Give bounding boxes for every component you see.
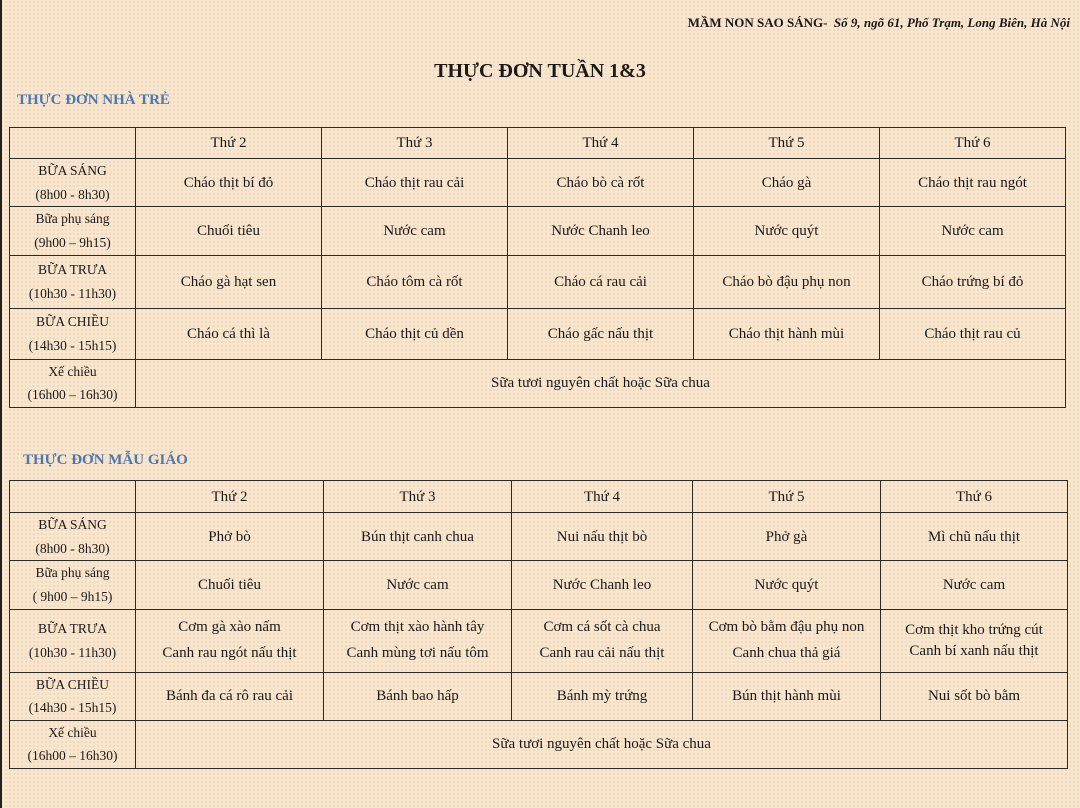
day-header: Thứ 2 — [136, 128, 322, 159]
day-header: Thứ 5 — [694, 128, 880, 159]
menu-cell — [881, 609, 1068, 672]
corner-cell — [10, 481, 136, 513]
meal-time: (16h00 – 16h30) — [27, 387, 118, 403]
menu-cell: Nước cam — [880, 207, 1066, 255]
meal-label — [10, 720, 136, 768]
day-header: Thứ 5 — [693, 481, 881, 513]
menu-cell: Nước quýt — [694, 207, 880, 255]
meal-name: BỮA CHIỀU — [35, 676, 110, 692]
menu-cell: Cháo cá rau cải — [508, 255, 694, 308]
menu-cell — [324, 609, 512, 672]
main-dish: Cơm gà xào nấm — [178, 619, 281, 635]
menu-cell — [136, 609, 324, 672]
menu-cell: Nước cam — [322, 207, 508, 255]
table-row — [10, 255, 1066, 308]
soup-dish: Canh mùng tơi nấu tôm — [346, 644, 489, 661]
menu-cell: Nước Chanh leo — [508, 207, 694, 255]
meal-label — [10, 255, 136, 308]
meal-name: BỮA CHIỀU — [35, 313, 110, 329]
menu-cell: Chuối tiêu — [136, 207, 322, 255]
table-row — [10, 672, 1068, 720]
kindergarten-section-label: THỰC ĐƠN MẪU GIÁO — [23, 452, 188, 468]
meal-label — [10, 672, 136, 720]
menu-cell: Cháo thịt rau cải — [322, 159, 508, 207]
table-row — [10, 308, 1066, 359]
menu-title: THỰC ĐƠN TUẦN 1&3 — [434, 60, 646, 82]
menu-cell: Nước Chanh leo — [512, 561, 693, 609]
meal-time: (8h00 - 8h30) — [35, 540, 110, 556]
meal-name: BỮA TRƯA — [37, 261, 108, 277]
soup-dish: Canh chua thả giá — [732, 644, 841, 661]
day-header: Thứ 3 — [324, 481, 512, 513]
day-header: Thứ 6 — [881, 481, 1068, 513]
table-row — [10, 720, 1068, 768]
menu-cell: Cháo gà hạt sen — [136, 255, 322, 308]
menu-cell: Bún thịt hành mùi — [693, 672, 881, 720]
meal-time: (14h30 - 15h15) — [28, 700, 117, 716]
main-dish: Cơm thịt xào hành tây — [350, 619, 485, 635]
menu-cell: Cháo cá thì là — [136, 308, 322, 359]
nursery-menu-table — [9, 127, 1066, 408]
menu-cell: Cháo thịt củ dền — [322, 308, 508, 359]
kindergarten-menu-table — [9, 480, 1068, 769]
table-row — [10, 207, 1066, 255]
menu-cell: Cháo thịt rau củ — [880, 308, 1066, 359]
menu-cell: Cháo bò đậu phụ non — [694, 255, 880, 308]
menu-cell: Bánh đa cá rô rau cải — [136, 672, 324, 720]
meal-label — [10, 561, 136, 609]
nursery-section-label: THỰC ĐƠN NHÀ TRẺ — [17, 92, 170, 108]
menu-cell: Cháo gấc nấu thịt — [508, 308, 694, 359]
menu-cell: Cháo gà — [694, 159, 880, 207]
meal-name: BỮA TRƯA — [37, 620, 108, 636]
menu-cell — [693, 609, 881, 672]
menu-cell: Nước cam — [881, 561, 1068, 609]
table-row — [10, 359, 1066, 407]
table-header-row — [10, 128, 1066, 159]
day-header: Thứ 4 — [512, 481, 693, 513]
meal-time: (16h00 – 16h30) — [27, 748, 118, 764]
meal-name: Xế chiều — [48, 363, 97, 379]
day-header: Thứ 6 — [880, 128, 1066, 159]
page-left-border — [0, 0, 2, 808]
menu-cell-merged: Sữa tươi nguyên chất hoặc Sữa chua — [136, 720, 1068, 768]
meal-label — [10, 159, 136, 207]
menu-cell: Nui nấu thịt bò — [512, 513, 693, 561]
menu-cell-merged: Sữa tươi nguyên chất hoặc Sữa chua — [136, 359, 1066, 407]
menu-cell: Nui sốt bò bằm — [881, 672, 1068, 720]
menu-cell: Mì chũ nấu thịt — [881, 513, 1068, 561]
menu-cell: Nước quýt — [693, 561, 881, 609]
meal-time: (8h00 - 8h30) — [35, 186, 110, 202]
meal-label — [10, 609, 136, 672]
corner-cell — [10, 128, 136, 159]
menu-cell — [512, 609, 693, 672]
school-address: Số 9, ngõ 61, Phố Trạm, Long Biên, Hà Nội — [833, 15, 1070, 30]
menu-cell: Bánh mỳ trứng — [512, 672, 693, 720]
meal-time: (14h30 - 15h15) — [28, 337, 117, 353]
soup-dish: Canh rau cải nấu thịt — [539, 644, 665, 661]
meal-name: Bữa phụ sáng — [35, 211, 110, 227]
table-row — [10, 159, 1066, 207]
menu-cell: Chuối tiêu — [136, 561, 324, 609]
main-dish: Cơm bò bằm đậu phụ non — [708, 619, 865, 635]
menu-cell: Phở bò — [136, 513, 324, 561]
meal-label — [10, 359, 136, 407]
day-header: Thứ 4 — [508, 128, 694, 159]
meal-name: Xế chiều — [48, 724, 97, 740]
meal-name: Bữa phụ sáng — [35, 565, 110, 581]
meal-time: (9h00 – 9h15) — [34, 234, 111, 250]
table-row — [10, 561, 1068, 609]
menu-cell: Cháo thịt hành mùi — [694, 308, 880, 359]
day-header: Thứ 3 — [322, 128, 508, 159]
meal-name: BỮA SÁNG — [38, 517, 107, 532]
meal-time: (10h30 - 11h30) — [28, 285, 117, 301]
soup-dish: Canh bí xanh nấu thịt — [909, 642, 1039, 659]
table-row — [10, 609, 1068, 672]
meal-label — [10, 207, 136, 255]
menu-cell: Cháo thịt bí đỏ — [136, 159, 322, 207]
meal-time: ( 9h00 – 9h15) — [32, 588, 113, 604]
table-row — [10, 513, 1068, 561]
meal-name: BỮA SÁNG — [38, 163, 107, 178]
main-dish: Cơm cá sốt cà chua — [543, 619, 661, 635]
table-header-row — [10, 481, 1068, 513]
meal-label — [10, 308, 136, 359]
menu-cell: Cháo trứng bí đỏ — [880, 255, 1066, 308]
menu-cell: Cháo bò cà rốt — [508, 159, 694, 207]
meal-time: (10h30 - 11h30) — [28, 644, 117, 660]
menu-cell: Cháo tôm cà rốt — [322, 255, 508, 308]
menu-cell: Nước cam — [324, 561, 512, 609]
school-name: MẦM NON SAO SÁNG- — [687, 15, 828, 30]
menu-cell: Bún thịt canh chua — [324, 513, 512, 561]
main-dish: Cơm thịt kho trứng cút — [905, 622, 1043, 639]
soup-dish: Canh rau ngót nấu thịt — [162, 644, 297, 661]
day-header: Thứ 2 — [136, 481, 324, 513]
school-header — [688, 15, 1070, 31]
menu-cell: Bánh bao hấp — [324, 672, 512, 720]
menu-cell: Cháo thịt rau ngót — [880, 159, 1066, 207]
menu-cell: Phở gà — [693, 513, 881, 561]
meal-label — [10, 513, 136, 561]
